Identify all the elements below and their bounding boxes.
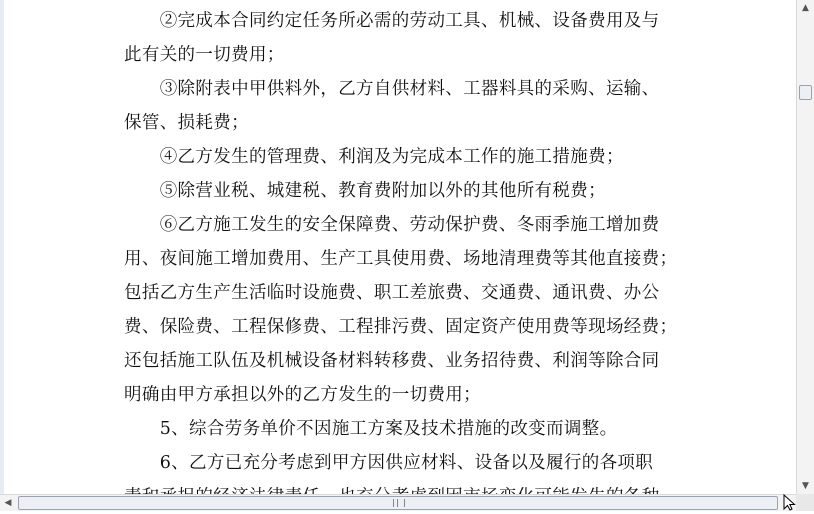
- text-line: 5、综合劳务单价不因施工方案及技术措施的改变而调整。: [124, 419, 618, 439]
- text-line: 包括乙方生产生活临时设施费、职工差旅费、交通费、通讯费、办公: [124, 283, 660, 303]
- text-line: ⑤除营业税、城建税、教育费附加以外的其他所有税费；: [124, 181, 606, 201]
- text-line: 还包括施工队伍及机械设备材料转移费、业务招待费、利润等除合同: [124, 351, 660, 371]
- scrollbar-corner: [796, 494, 814, 511]
- horizontal-scrollbar[interactable]: [0, 494, 796, 511]
- page-left-edge: [0, 0, 4, 494]
- horizontal-scroll-thumb[interactable]: [18, 496, 778, 510]
- text-line: ⑥乙方施工发生的安全保障费、劳动保护费、冬雨季施工增加费: [124, 215, 660, 235]
- mouse-pointer-icon: [783, 494, 797, 511]
- text-line: ③除附表中甲供料外，乙方自供材料、工器料具的采购、运输、: [124, 79, 660, 99]
- scroll-down-arrow-icon[interactable]: ▼: [802, 481, 809, 491]
- vertical-scroll-thumb[interactable]: [799, 85, 812, 100]
- vertical-scrollbar[interactable]: [796, 0, 814, 494]
- scroll-up-arrow-icon[interactable]: ▲: [802, 3, 809, 13]
- text-line: 此有关的一切费用；: [124, 45, 285, 65]
- text-line: 6、乙方已充分考虑到甲方因供应材料、设备以及履行的各项职: [124, 453, 654, 473]
- text-line: 用、夜间施工增加费用、生产工具使用费、场地清理费等其他直接费；: [124, 249, 678, 269]
- text-line: 明确由甲方承担以外的乙方发生的一切费用；: [124, 385, 481, 405]
- text-line: 费、保险费、工程保修费、工程排污费、固定资产使用费等现场经费；: [124, 317, 678, 337]
- text-line: ④乙方发生的管理费、利润及为完成本工作的施工措施费；: [124, 147, 624, 167]
- text-line: ②完成本合同约定任务所必需的劳动工具、机械、设备费用及与: [124, 11, 660, 31]
- thumb-grip-icon: [393, 499, 405, 507]
- text-line: 保管、损耗费；: [124, 113, 249, 133]
- scroll-left-arrow-icon[interactable]: ◀: [4, 498, 12, 508]
